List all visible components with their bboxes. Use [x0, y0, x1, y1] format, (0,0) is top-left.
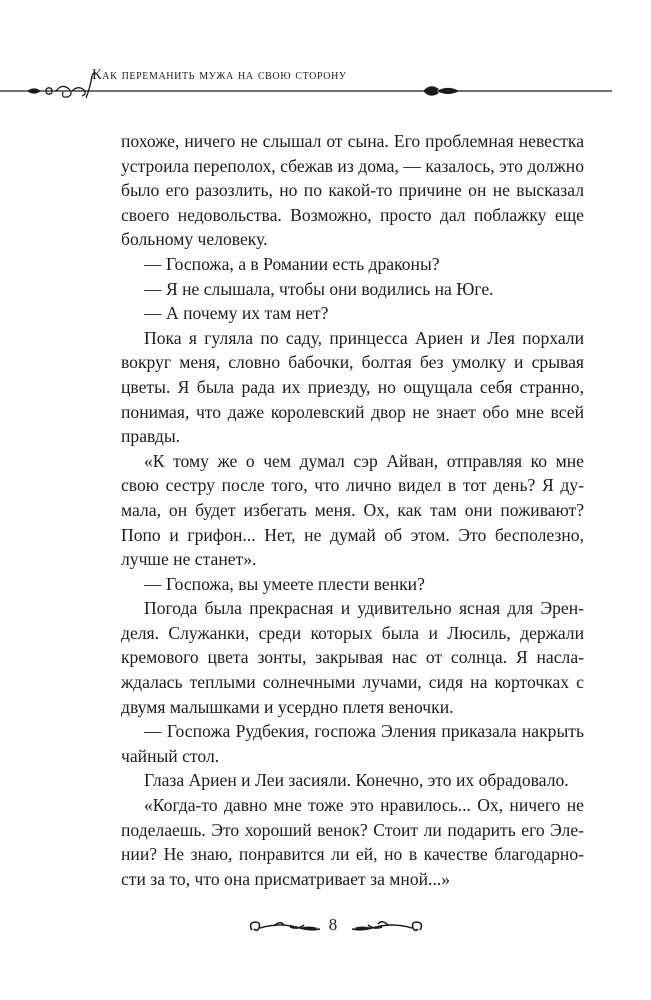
header-left-flourish-icon — [28, 73, 96, 98]
paragraph: — А почему их там нет? — [144, 303, 329, 324]
page-body-text — [121, 129, 584, 891]
paragraph: Глаза Ариен и Леи засияли. Конечно, это их обрадовало. — [144, 770, 569, 791]
paragraph: Погода была прекрасная и удивительно ясная для Эренделя. Служанки, среди которых была и Люсиль, держали кремового цвета зонты, закрывая нас от солнца. Я наслаждалась теплыми солнечными лучами, сидя на корточках с двумя малышками и усердно плетя веночки. — [121, 598, 584, 717]
page-number: 8 — [328, 915, 338, 934]
paragraph: похоже, ничего не слышал от сына. Его проблемная невестка устроила переполох, сбежав из дома, — казалось, это должно было его разозлить, но по какой-то причине он не высказал своего недовольства. Возможно, просто дал поблажку еще больному человеку. — [121, 131, 584, 250]
paragraph: Пока я гуляла по саду, принцесса Ариен и Лея порхали вокруг меня, словно бабочки, болтая без умолку и срывая цветы. Я была рада их приезду, но ощущала себя странно, понимая, что даже королевский двор не знает обо мне всей правды. — [121, 327, 584, 447]
header-right-flourish-icon — [424, 87, 458, 95]
footer-left-flourish-icon — [244, 912, 324, 942]
paragraph: — Госпожа, вы умеете плести венки? — [144, 573, 425, 594]
paragraph: — Госпожа Рудбекия, госпожа Эления приказала накрыть чайный стол. — [121, 721, 584, 766]
book-title: Как переманить мужа на свою сторону — [92, 67, 347, 83]
page-footer — [0, 912, 651, 942]
paragraph: «Когда-то давно мне тоже это нравилось... Ох, ничего не поделаешь. Это хороший венок? Стоит ли подарить его Элении? Не знаю, понравится ли ей, но в качестве благодарности за то, что она присматривает за мной...» — [121, 795, 584, 889]
paragraph: — Госпожа, а в Романии есть драконы? — [144, 253, 440, 274]
paragraph: «К тому же о чем думал сэр Айван, отправляя ко мне свою сестру после того, что лично видел в тот день? Я думала, он будет избегать меня. Ох, как там они поживают? Попо и грифон... Нет, не думай об этом. Это бесполезно, лучше не станет». — [121, 450, 584, 570]
running-header — [0, 58, 651, 108]
footer-right-flourish-icon — [348, 912, 428, 942]
paragraph: — Я не слышала, чтобы они водились на Юге. — [144, 278, 494, 299]
